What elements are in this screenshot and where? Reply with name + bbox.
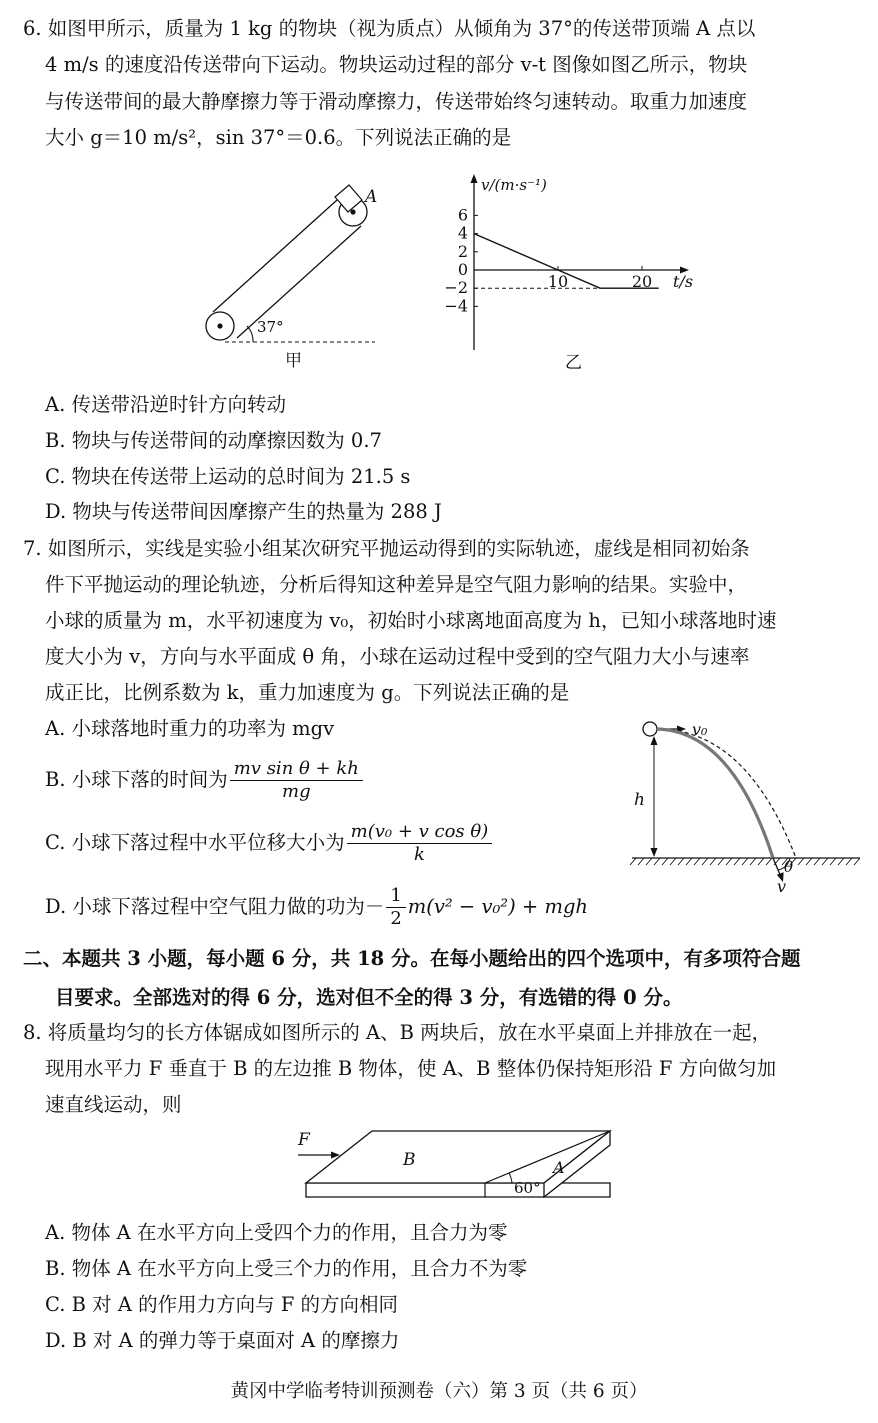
y-tick-label-0: 6 bbox=[457, 205, 468, 225]
angle-60-label: 60° bbox=[514, 1179, 541, 1197]
q7-option-b-prefix: B. 小球下落的时间为 bbox=[45, 768, 228, 791]
section-2-heading-line-2: 目要求。全部选对的得 6 分，选对但不全的得 3 分，有选错的得 0 分。 bbox=[55, 986, 683, 1009]
q8-option-b: B. 物体 A 在水平方向上受三个力的作用，且合力不为零 bbox=[45, 1257, 528, 1280]
q8-stem-line-1: 8. 将质量均匀的长方体锯成如图所示的 A、B 两块后，放在水平桌面上并排放在一起， bbox=[23, 1021, 772, 1044]
y-tick-label-2: 2 bbox=[457, 241, 468, 261]
point-a-label: A bbox=[365, 187, 378, 207]
figure-jia-conveyor bbox=[195, 180, 395, 375]
y-axis-label: v/(m·s⁻¹) bbox=[481, 176, 547, 194]
q8-option-a: A. 物体 A 在水平方向上受四个力的作用，且合力为零 bbox=[45, 1221, 508, 1244]
q7-stem-line-5: 成正比，比例系数为 k，重力加速度为 g。下列说法正确的是 bbox=[45, 681, 570, 704]
v-label: v bbox=[777, 877, 787, 895]
q8-option-d: D. B 对 A 的弹力等于桌面对 A 的摩擦力 bbox=[45, 1329, 400, 1352]
q7-option-d-suffix: m(v² − v₀²) + mgh bbox=[407, 895, 588, 918]
q7-option-d-fraction bbox=[386, 885, 405, 930]
y-tick-label-5: −4 bbox=[444, 296, 468, 316]
q6-stem-line-2: 4 m/s 的速度沿传送带向下运动。物块运动过程的部分 v-t 图像如图乙所示，物块 bbox=[45, 53, 748, 76]
figure-q7-projectile bbox=[628, 715, 863, 895]
angle-37-label: 37° bbox=[257, 318, 284, 336]
q7-stem-line-4: 度大小为 v，方向与水平面成 θ 角，小球在运动过程中受到的空气阻力大小与速率 bbox=[45, 645, 750, 668]
theta-label: θ bbox=[784, 858, 794, 876]
figure-q8-blocks bbox=[290, 1125, 625, 1215]
q7-option-a: A. 小球落地时重力的功率为 mgv bbox=[45, 717, 335, 740]
q7-option-d bbox=[45, 879, 588, 935]
q7-stem-line-1: 7. 如图所示，实线是实验小组某次研究平抛运动得到的实际轨迹，虚线是相同初始条 bbox=[23, 537, 750, 560]
y-tick-label-3: 0 bbox=[457, 260, 468, 279]
q6-stem-line-4: 大小 g＝10 m/s²，sin 37°＝0.6。下列说法正确的是 bbox=[45, 126, 512, 149]
fraction-denominator: k bbox=[413, 844, 425, 865]
q6-option-c: C. 物块在传送带上运动的总时间为 21.5 s bbox=[45, 465, 411, 488]
q7-option-c-prefix: C. 小球下落过程中水平位移大小为 bbox=[45, 831, 345, 854]
q7-option-c bbox=[45, 815, 494, 871]
figure-yi-caption: 乙 bbox=[565, 353, 582, 373]
fraction-numerator: mv sin θ + kh bbox=[230, 758, 363, 781]
x-tick-label-1: 20 bbox=[631, 272, 653, 291]
section-2-heading-line-1: 二、本题共 3 小题，每小题 6 分，共 18 分。在每小题给出的四个选项中，有多项符合题 bbox=[23, 947, 801, 970]
fraction-denominator: 2 bbox=[390, 908, 402, 929]
q8-stem-line-2: 现用水平力 F 垂直于 B 的左边推 B 物体，使 A、B 整体仍保持矩形沿 F 方向做匀加 bbox=[45, 1057, 777, 1080]
q6-option-a: A. 传送带沿逆时针方向转动 bbox=[45, 393, 286, 416]
q6-option-b: B. 物块与传送带间的动摩擦因数为 0.7 bbox=[45, 429, 382, 452]
y-tick-label-4: −2 bbox=[444, 278, 468, 298]
block-a-label: A bbox=[553, 1158, 565, 1177]
fraction-numerator: m(v₀ + v cos θ) bbox=[347, 821, 493, 844]
h-label: h bbox=[634, 790, 645, 810]
q7-stem-line-2: 件下平抛运动的理论轨迹，分析后得知这种差异是空气阻力影响的结果。实验中， bbox=[45, 573, 748, 596]
force-f-label: F bbox=[298, 1130, 310, 1150]
q7-stem-line-3: 小球的质量为 m，水平初速度为 v₀，初始时小球离地面高度为 h，已知小球落地时速 bbox=[45, 609, 777, 632]
block-b-label: B bbox=[403, 1150, 416, 1170]
q7-option-c-fraction bbox=[347, 821, 493, 866]
q7-option-b-fraction bbox=[230, 758, 363, 803]
q6-stem-line-3: 与传送带间的最大静摩擦力等于滑动摩擦力，传送带始终匀速转动。取重力加速度 bbox=[45, 90, 748, 113]
q6-stem-line-1: 6. 如图甲所示，质量为 1 kg 的物块（视为质点）从倾角为 37°的传送带顶端 A 点以 bbox=[23, 17, 756, 40]
page-footer: 黄冈中学临考特训预测卷（六）第 3 页（共 6 页） bbox=[230, 1381, 648, 1402]
v0-label: v₀ bbox=[692, 720, 708, 739]
x-axis-label: t/s bbox=[673, 272, 694, 291]
fraction-numerator: 1 bbox=[386, 885, 405, 908]
x-tick-label-0: 10 bbox=[547, 272, 569, 291]
figure-yi-vt-chart bbox=[435, 170, 705, 380]
q7-option-b bbox=[45, 752, 365, 808]
fraction-denominator: mg bbox=[282, 781, 311, 802]
q8-stem-line-3: 速直线运动，则 bbox=[45, 1093, 182, 1116]
q6-option-d: D. 物块与传送带间因摩擦产生的热量为 288 J bbox=[45, 500, 442, 523]
y-tick-label-1: 4 bbox=[457, 223, 468, 243]
q8-option-c: C. B 对 A 的作用力方向与 F 的方向相同 bbox=[45, 1293, 399, 1316]
q7-option-d-prefix: D. 小球下落过程中空气阻力做的功为－ bbox=[45, 895, 385, 918]
figure-jia-caption: 甲 bbox=[285, 351, 302, 371]
